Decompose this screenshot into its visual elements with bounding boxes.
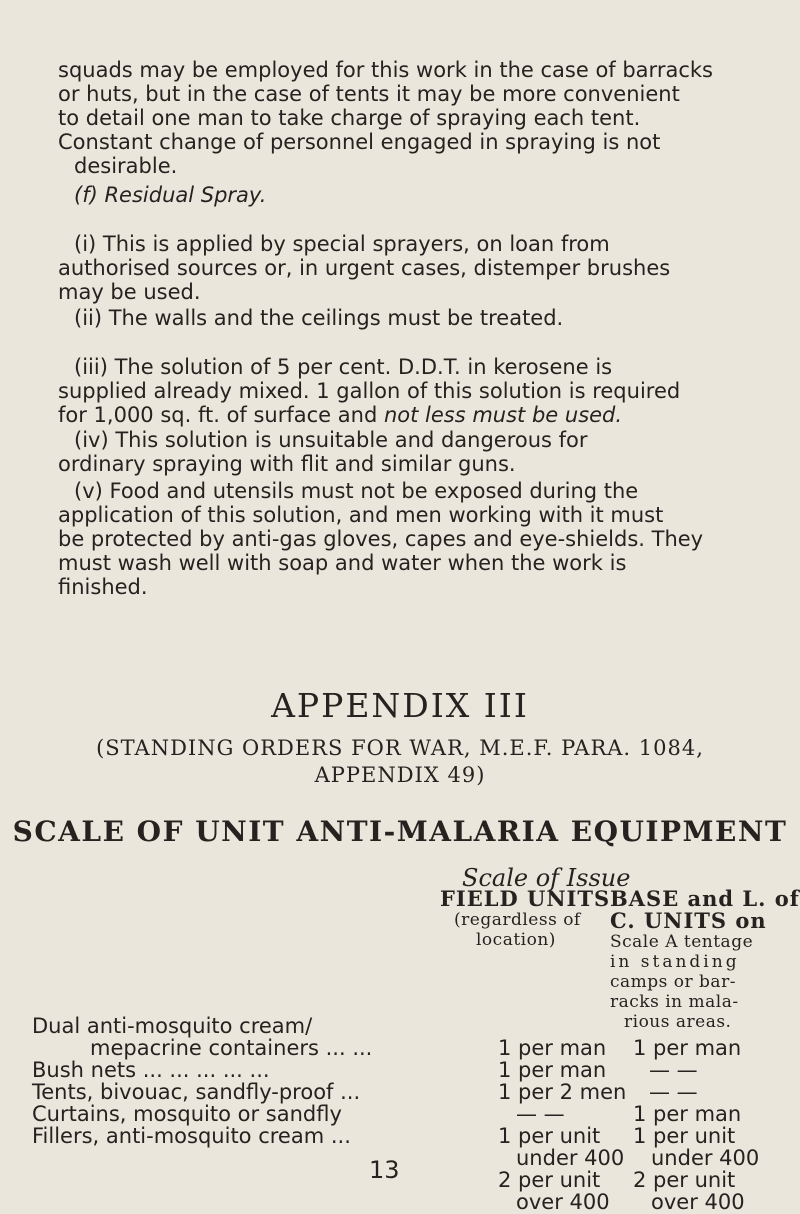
field-units-cell: 1 per man [498,1058,607,1082]
column-note: location) [476,930,556,950]
appendix-subtitle [0,735,800,789]
column-note: racks in mala- [610,992,739,1012]
text-line: ordinary spraying with flit and similar guns. [58,452,516,476]
text-fragment: for 1,000 sq. ft. of surface and [58,403,384,427]
text-line: supplied already mixed. 1 gallon of this solution is required [58,379,681,403]
text-line: authorised sources or, in urgent cases, distemper brushes [58,256,671,280]
base-units-cell: — — [649,1058,698,1082]
item-text: mepacrine containers ... ... [90,1036,373,1060]
item-cell: Bush nets ... ... ... ... ... [32,1058,270,1082]
text-line: (iii) The solution of 5 per cent. D.D.T. in kerosene is [74,355,613,379]
paragraph-v [58,479,768,599]
intro-paragraph [58,58,768,178]
emphasis-text: not less must be used. [383,403,623,427]
base-units-cell: — — [649,1080,698,1104]
text-line: desirable. [74,154,178,178]
text-line: (ii) The walls and the ceilings must be treated. [74,306,564,330]
text-line: to detail one man to take charge of spraying each tent. [58,106,641,130]
item-cell: Curtains, mosquito or sandfly [32,1102,342,1126]
cell-text: 1 per unit [633,1124,736,1148]
text-line: must wash well with soap and water when the work is [58,551,627,575]
cell-text: 2 per unit [633,1168,736,1192]
scale-of-issue-heading: Scale of Issue [462,864,631,892]
item-text: Dual anti-mosquito cream/ [32,1014,313,1038]
column-note: Scale A tentage [610,932,754,952]
item-cell [32,1015,372,1059]
subtitle-line: APPENDIX 49) [314,763,486,787]
column-title: C. UNITS on [610,908,767,933]
base-units-cell: 1 per man [633,1036,742,1060]
appendix-title: APPENDIX III [271,686,529,725]
text-line: (iv) This solution is unsuitable and dangerous for [74,428,588,452]
paragraph-ii [58,306,768,330]
text-line: or huts, but in the case of tents it may be more convenient [58,82,680,106]
text-line: be protected by anti-gas gloves, capes and eye-shields. They [58,527,704,551]
text-line: (f) Residual Spray. [74,183,267,207]
text-line: squads may be employed for this work in the case of barracks [58,58,713,82]
item-cell: Fillers, anti-mosquito cream ... [32,1124,351,1148]
text-line: may be used. [58,280,201,304]
column-note: in standing [610,952,740,972]
cell-text: under 400 [651,1146,760,1170]
cell-text: over 400 [516,1190,610,1214]
field-units-cell: 1 per man [498,1036,607,1060]
equipment-scale-title: SCALE OF UNIT ANTI-MALARIA EQUIPMENT [12,815,788,848]
cell-text: under 400 [516,1146,625,1170]
column-header-base-units [610,888,800,1032]
cell-text: over 400 [651,1190,745,1214]
field-units-cell: 1 per 2 men [498,1080,627,1104]
cell-text: 1 per unit [498,1124,601,1148]
item-cell: Tents, bivouac, sandfly-proof ... [32,1080,361,1104]
text-line [58,403,768,427]
text-line: application of this solution, and men working with it must [58,503,664,527]
paragraph-iii [58,355,768,427]
column-header-field-units [440,888,610,950]
field-units-cell [498,1125,624,1213]
text-line: Constant change of personnel engaged in spraying is not [58,130,661,154]
column-note: camps or bar- [610,972,736,992]
base-units-cell [633,1125,759,1213]
field-units-cell: — — [516,1102,565,1126]
text-line: finished. [58,575,148,599]
column-note: rious areas. [624,1012,732,1032]
text-line: (v) Food and utensils must not be exposed during the [74,479,639,503]
text-line: (i) This is applied by special sprayers, on loan from [74,232,610,256]
paragraph-i [58,232,768,304]
cell-text: 2 per unit [498,1168,601,1192]
base-units-cell: 1 per man [633,1102,742,1126]
subtitle-line: (STANDING ORDERS FOR WAR, M.E.F. PARA. 1084, [96,736,704,760]
page-number: 13 [369,1156,400,1184]
section-heading-residual-spray [58,183,784,207]
paragraph-iv [58,428,768,476]
column-title: FIELD UNITS [440,886,611,911]
column-title: BASE and L. of [610,886,800,911]
column-note: (regardless of [454,910,581,930]
